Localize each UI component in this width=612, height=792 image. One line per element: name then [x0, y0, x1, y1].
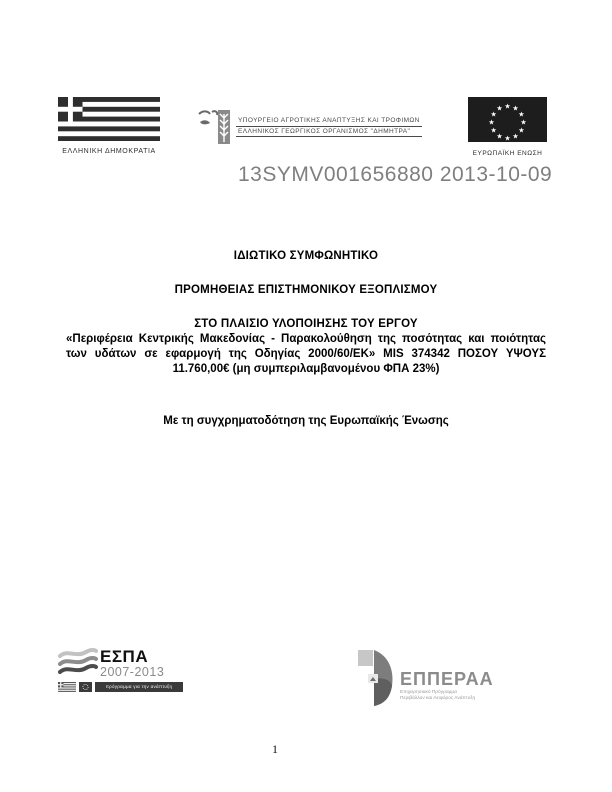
- ministry-emblem-icon: [196, 108, 232, 146]
- european-union-logo: [468, 97, 547, 157]
- hellenic-republic-logo: [58, 97, 160, 155]
- document-title-line1: ΙΔΙΩΤΙΚΟ ΣΥΜΦΩΝΗΤΙΚΟ: [233, 250, 379, 262]
- ministry-caption-line2: ΕΛΛΗΝΙΚΟΣ ΓΕΩΡΓΙΚΟΣ ΟΡΓΑΝΙΣΜΟΣ "ΔΗΜΗΤΡΑ": [236, 127, 422, 138]
- greek-flag-icon: [58, 97, 160, 141]
- svg-text:★: ★: [496, 104, 503, 113]
- espa-bottom-strip: [58, 682, 183, 692]
- svg-text:★: ★: [512, 132, 519, 141]
- mini-eu-flag-icon: [79, 682, 92, 692]
- espa-name: ΕΣΠΑ: [100, 647, 149, 666]
- svg-text:★: ★: [488, 118, 495, 127]
- svg-text:★: ★: [520, 118, 527, 127]
- epperaa-subtitle-line2: Περιβάλλον και Αειφόρος Ανάπτυξη: [400, 696, 476, 702]
- svg-text:★: ★: [518, 110, 525, 119]
- svg-text:★: ★: [518, 126, 525, 135]
- espa-waves-icon: [58, 648, 98, 678]
- page-number: 1: [272, 742, 278, 756]
- registry-stamp: 13SYMV001656880 2013-10-09: [238, 163, 553, 186]
- epperaa-name: ΕΠΠΕΡΑΑ: [400, 669, 494, 689]
- project-description: «Περιφέρεια Κεντρικής Μακεδονίας - Παρακολούθηση της ποσότητας και ποιότητας των υδάτων σε εφαρμογή της Οδηγίας 2000/60/ΕΚ» MIS 374342 ΠΟΣΟΥ ΥΨΟΥΣ 11.760,00€ (μη συμπεριλαμβανομένου ΦΠΑ 23%): [66, 333, 546, 375]
- epperaa-subtitle-line1: Επιχειρησιακό Πρόγραμμα: [400, 690, 457, 695]
- cofinancing-statement: Με τη συγχρηματοδότηση της Ευρωπαϊκής Ένωσης: [163, 415, 449, 427]
- eu-flag-caption: ΕΥΡΩΠΑΪΚΗ ΕΝΩΣΗ: [472, 150, 543, 157]
- greek-flag-caption: ΕΛΛΗΝΙΚΗ ΔΗΜΟΚΡΑΤΙΑ: [62, 148, 156, 155]
- svg-text:★: ★: [490, 110, 497, 119]
- svg-text:★: ★: [504, 102, 511, 111]
- ministry-caption-line1: ΥΠΟΥΡΓΕΙΟ ΑΓΡΟΤΙΚΗΣ ΑΝΑΠΤΥΞΗΣ ΚΑΙ ΤΡΟΦΙΜΩΝ: [236, 116, 422, 127]
- epperaa-leaf-icon: [358, 650, 394, 706]
- svg-text:★: ★: [496, 132, 503, 141]
- document-title-line3: ΣΤΟ ΠΛΑΙΣΙΟ ΥΛΟΠΟΙΗΣΗΣ ΤΟΥ ΕΡΓΟΥ: [194, 318, 418, 330]
- svg-text:★: ★: [490, 126, 497, 135]
- ministry-captions: [236, 116, 422, 137]
- mini-greek-flag-icon: [58, 682, 76, 692]
- epperaa-logo: [358, 650, 494, 706]
- svg-text:★: ★: [504, 134, 511, 142]
- espa-logo: [58, 648, 183, 692]
- ministry-logo: [196, 108, 422, 146]
- eu-flag-icon: [468, 97, 547, 142]
- espa-years: 2007-2013: [100, 665, 165, 679]
- espa-tagline: πρόγραμμα για την ανάπτυξη: [95, 682, 183, 692]
- svg-text:★: ★: [512, 104, 519, 113]
- document-title-line2: ΠΡΟΜΗΘΕΙΑΣ ΕΠΙΣΤΗΜΟΝΙΚΟΥ ΕΞΟΠΛΙΣΜΟΥ: [174, 284, 438, 296]
